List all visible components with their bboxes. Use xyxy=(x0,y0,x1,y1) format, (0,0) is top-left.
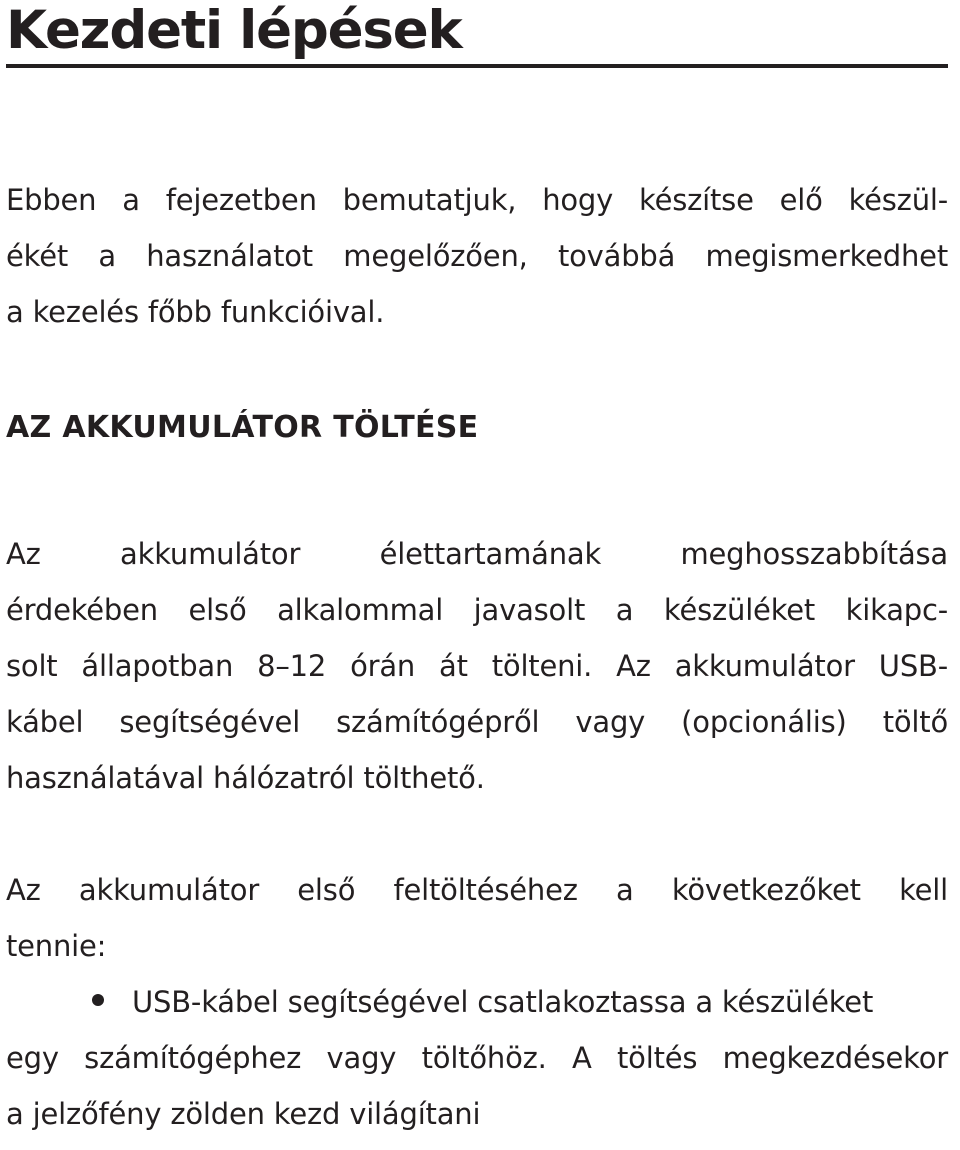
bullet-line: egy számítógéphez vagy töltőhöz. A töltés megkezdésekor xyxy=(6,1041,948,1075)
bullet-list-item xyxy=(6,974,948,1142)
intro-line: Ebben a fejezetben bemutatjuk, hogy készítse elő készül- xyxy=(6,183,948,217)
first-charge-paragraph xyxy=(6,862,948,974)
bullet-line: USB-kábel segítségével csatlakoztassa a készüléket xyxy=(132,985,874,1019)
paragraph-line: érdekében első alkalommal javasolt a készüléket kikapc- xyxy=(6,593,948,627)
title-divider xyxy=(6,64,948,68)
bullet-first-line xyxy=(6,974,948,1030)
charging-paragraph xyxy=(6,526,948,806)
intro-paragraph xyxy=(6,172,948,340)
paragraph-line: kábel segítségével számítógépről vagy (opcionális) töltő xyxy=(6,705,948,739)
paragraph-line: használatával hálózatról tölthető. xyxy=(6,761,485,795)
intro-line: ékét a használatot megelőzően, továbbá megismerkedhet xyxy=(6,239,948,273)
paragraph-line: Az akkumulátor élettartamának meghosszabbítása xyxy=(6,537,948,571)
intro-line: a kezelés főbb funkcióival. xyxy=(6,295,385,329)
bullet-dot-icon xyxy=(92,994,104,1006)
document-page xyxy=(6,0,948,1142)
paragraph-line: Az akkumulátor első feltöltéséhez a következőket kell xyxy=(6,873,948,907)
section-heading: AZ AKKUMULÁTOR TÖLTÉSE xyxy=(6,410,479,445)
paragraph-line: tennie: xyxy=(6,929,107,963)
bullet-line: a jelzőfény zölden kezd világítani xyxy=(6,1097,481,1131)
page-title: Kezdeti lépések xyxy=(6,0,462,61)
paragraph-line: solt állapotban 8–12 órán át tölteni. Az akkumulátor USB- xyxy=(6,649,948,683)
